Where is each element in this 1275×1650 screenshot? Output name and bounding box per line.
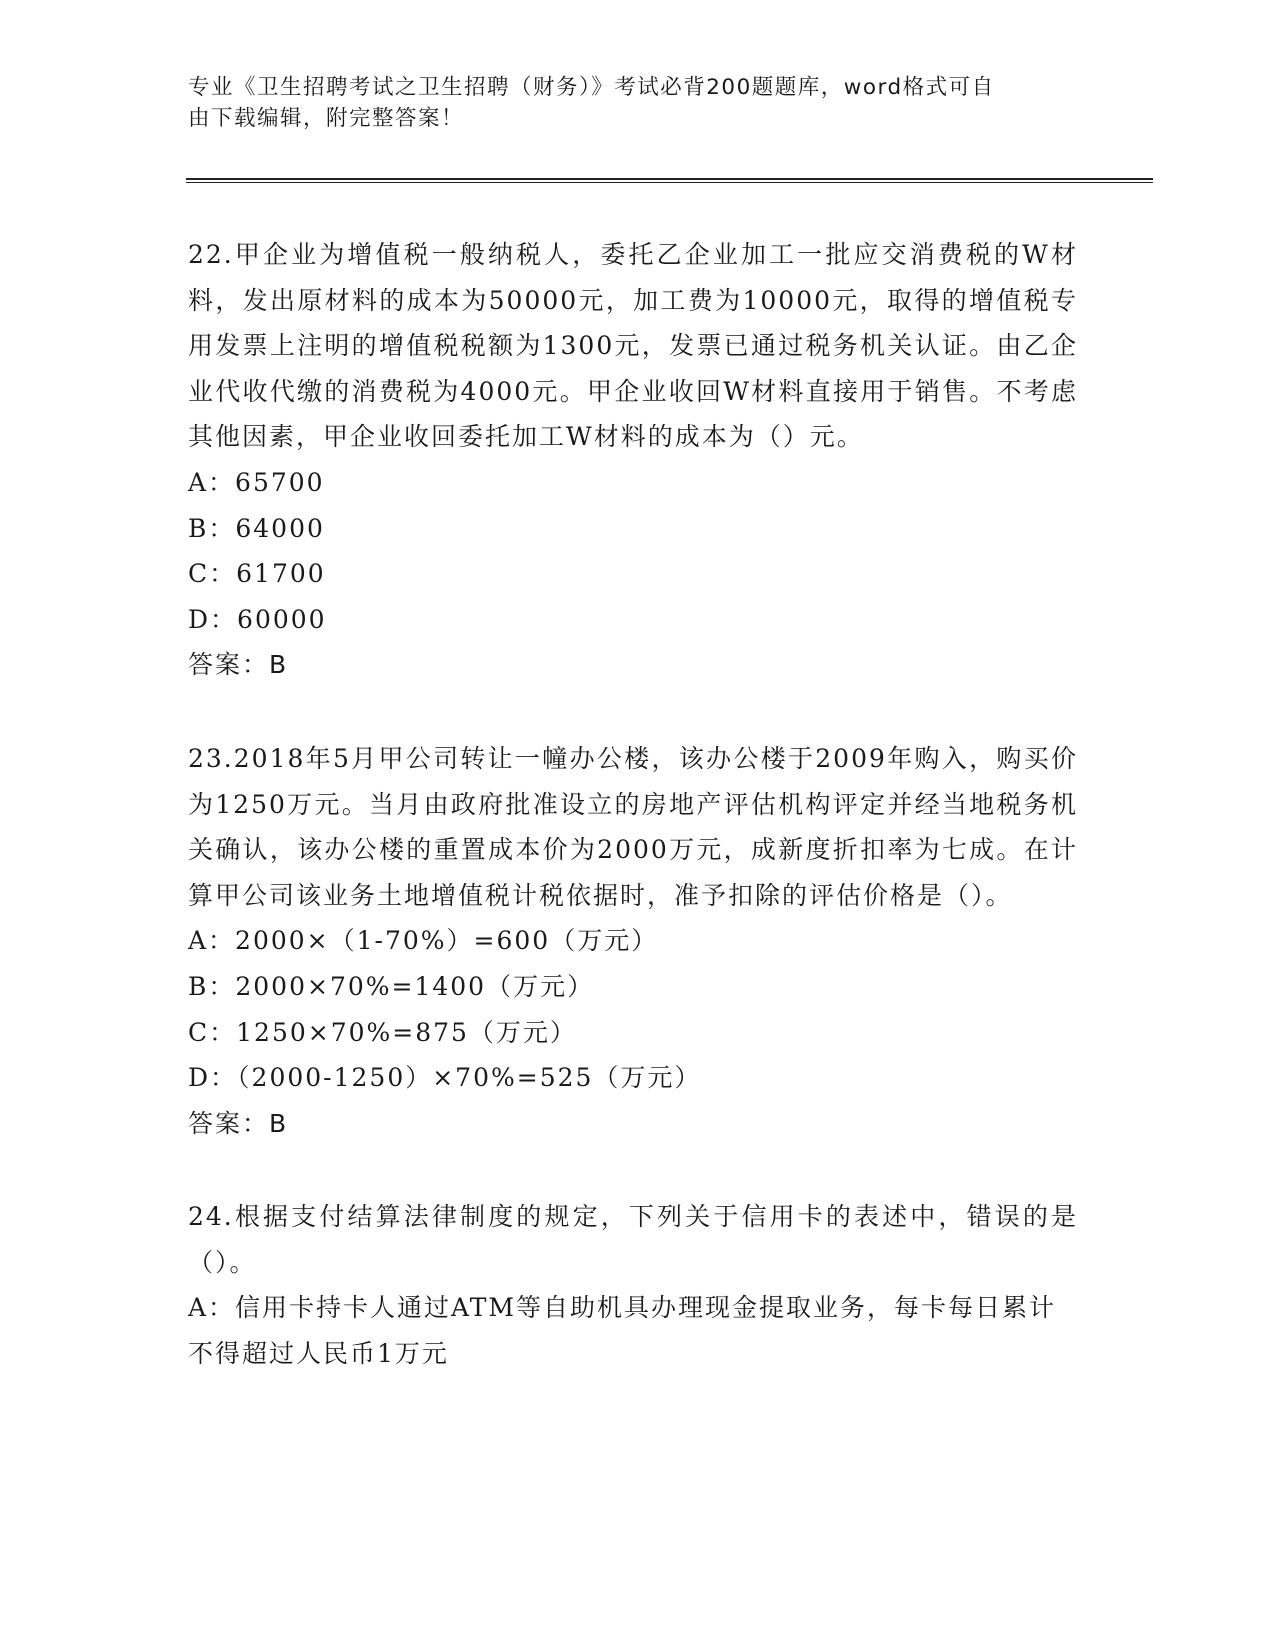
- question-stem: 24.根据支付结算法律制度的规定，下列关于信用卡的表述中，错误的是（）。: [188, 1202, 1078, 1277]
- answer: 答案：B: [188, 1108, 289, 1138]
- option-d: D：60000: [188, 604, 327, 634]
- question-23: [188, 736, 1078, 1146]
- question-22: [188, 232, 1078, 688]
- option-a: A：65700: [188, 467, 325, 497]
- document-header: [188, 72, 1068, 134]
- header-divider: [186, 178, 1153, 184]
- header-title-line-2: 由下载编辑，附完整答案！: [188, 106, 465, 131]
- question-24: [188, 1194, 1078, 1376]
- option-b: B：64000: [188, 513, 325, 543]
- questions-body: [188, 232, 1078, 1377]
- option-a: A：2000×（1-70%）=600（万元）: [188, 926, 659, 956]
- option-b: B：2000×70%=1400（万元）: [188, 971, 595, 1001]
- question-stem: 22.甲企业为增值税一般纳税人，委托乙企业加工一批应交消费税的W材料，发出原材料的成本为50000元，加工费为10000元，取得的增值税专用发票上注明的增值税税额为1300元，发票已通过税务机关认证。由乙企业代收代缴的消费税为4000元。甲企业收回W材料直接用于销售。不考虑其他因素，甲企业收回委托加工W材料的成本为（）元。: [188, 240, 1078, 452]
- option-c: C：1250×70%=875（万元）: [188, 1017, 577, 1047]
- question-stem: 23.2018年5月甲公司转让一幢办公楼，该办公楼于2009年购入，购买价为1250万元。当月由政府批准设立的房地产评估机构评定并经当地税务机关确认，该办公楼的重置成本价为2000万元，成新度折扣率为七成。在计算甲公司该业务土地增值税计税依据时，准予扣除的评估价格是（）。: [188, 743, 1078, 910]
- option-c: C：61700: [188, 559, 326, 589]
- option-d: D：（2000-1250）×70%=525（万元）: [188, 1063, 702, 1093]
- option-a: A：信用卡持卡人通过ATM等自助机具办理现金提取业务，每卡每日累计不得超过人民币1万元: [188, 1293, 1057, 1369]
- header-divider-thin: [186, 182, 1153, 183]
- header-divider-thick: [186, 178, 1153, 180]
- header-title-line-1: 专业《卫生招聘考试之卫生招聘（财务）》考试必背200题题库，word格式可自: [188, 75, 995, 100]
- answer: 答案：B: [188, 650, 289, 680]
